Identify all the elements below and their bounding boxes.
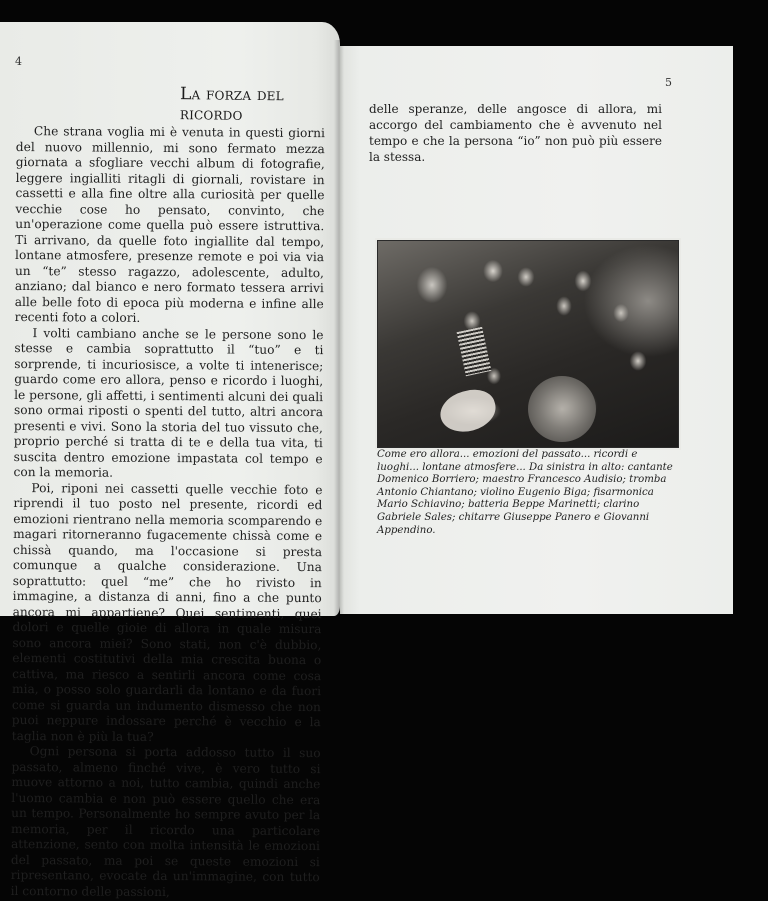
- band-photograph: [377, 240, 679, 448]
- photo-caption: Come ero allora... emozioni del passato... ricordi e luoghi... lontane atmosfere... Da sinistra in alto: cantante Domenico Borriero; maestro Francesco Audisio; tromba Antonio Chiantano; violino Eugenio Biga; fisarmonica Mario Schiavino; batteria Beppe Marinetti; clarino Gabriele Sales; chitarre Giuseppe Panero e Giovanni Appendino.: [377, 449, 673, 536]
- paragraph: Che strana voglia mi è venuta in questi giorni del nuovo millennio, mi sono fermato mezza giornata a sfogliare vecchi album di fotografie, leggere ingialliti ritagli di giornali, rovistare in cassetti e alla fine oltre alla curiosità per quelle vecchie cose ho pensato, convinto, che un'operazione come quella può essere istruttiva. Ti arrivano, da quelle foto ingiallite dal tempo, lontane atmosfere, presenze remote e poi via via un “te” stesso ragazzo, adolescente, adulto, anziano; dal bianco e nero formato tessera arrivi alle belle foto di epoca più moderna e infine alle recenti foto a colori.: [14, 124, 325, 325]
- right-page-body: [369, 101, 662, 165]
- paragraph: I volti cambiano anche se le persone sono le stesse e cambia soprattutto il “tuo” e ti sorprende, ti incuriosisce, a volte ti intenerisce; guardo come ero allora, penso e ricordo i luoghi, le persone, gli affetti, i sentimenti alcuni dei quali sono ormai riposti o spenti del tutto, altri ancora presenti e vivi. Sono la storia del tuo vissuto che, proprio perché si tratta di te e della tua vita, ti suscita dentro emozione impastata col tempo e con la memoria.: [13, 325, 324, 480]
- right-page: [340, 46, 733, 614]
- guitar-figure: [436, 384, 500, 437]
- paragraph: delle speranze, delle angosce di allora, mi accorgo del cambiamento che è avvenuto nel tempo e che la persona “io” non può più essere la stessa.: [369, 102, 662, 164]
- paragraph: Ogni persona si porta addosso tutto il suo passato, almeno finché vive, è vero tutto si muove attorno a noi, tutto cambia, quindi anche l'uomo cambia e non può essere quello che era un tempo. Personalmente ho sempre avuto per la memoria, per il ricordo una particolare attenzione, sento con molta intensità le emozioni del passato, ma poi se queste emozioni si ripresentano, evocate da un'immagine, con tutto il contorno delle passioni,: [10, 744, 321, 899]
- drum-figure: [528, 376, 596, 442]
- accordion-figure: [457, 327, 492, 376]
- page-number-right: 5: [665, 76, 672, 89]
- chapter-title: La forza del ricordo: [179, 84, 284, 125]
- book-spine: [334, 40, 344, 616]
- left-page: [0, 22, 340, 899]
- paragraph: Poi, riponi nei cassetti quelle vecchie foto e riprendi il tuo posto nel presente, ricordi ed emozioni rientrano nella memoria scomparendo e magari ritorneranno fugacemente chissà come e chissà quando, ma l'occasione si presta comunque a qualche considerazione. Una soprattutto: quel “me” che ho rivisto in immagine, a distanza di anni, fino a che punto ancora mi appartiene? Quei sentimenti, quei dolori e quelle gioie di allora in quale misura sono ancora miei? Sono stati, non c'è dubbio, elementi costitutivi della mia crescita buona o cattiva, ma riesco a sentirli ancora come cosa mia, o posso solo guardarli da lontano e da fuori come si guarda un indumento dismesso che non puoi neppure indossare perché è vecchio e la taglia non è più la tua?: [11, 480, 323, 744]
- page-number-left: 4: [15, 55, 22, 68]
- left-page-body: [11, 124, 325, 901]
